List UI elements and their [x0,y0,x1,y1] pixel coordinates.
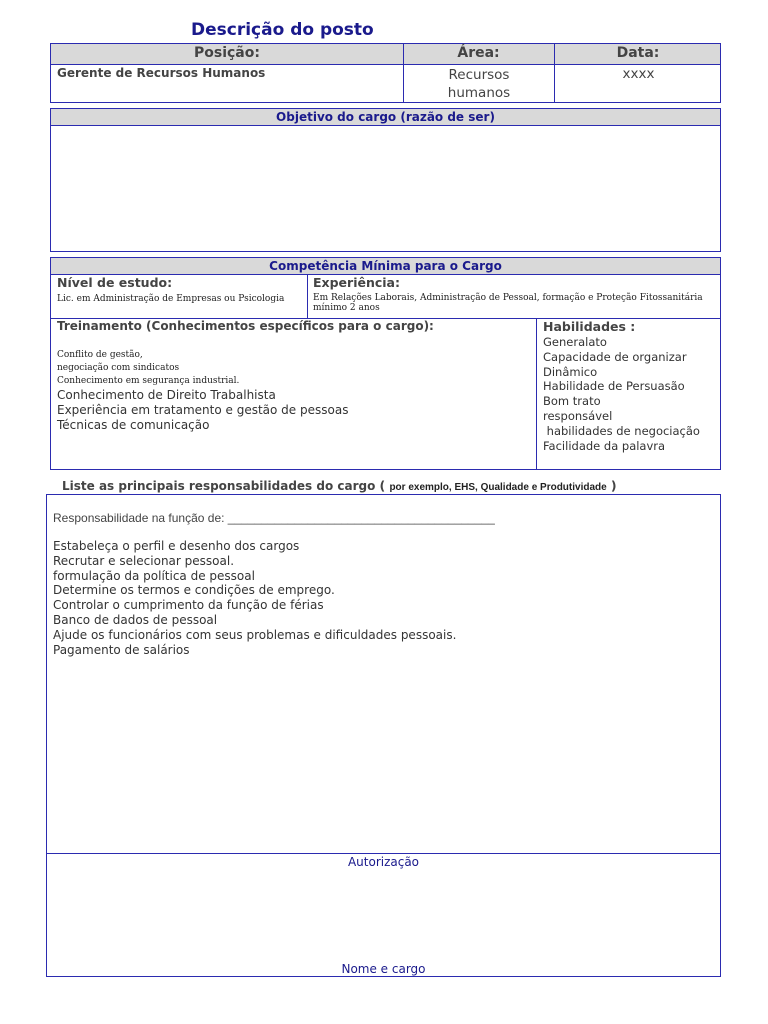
training-sans-list [57,388,348,432]
list-item: responsável [543,408,613,423]
list-item: Bom trato [543,394,601,409]
divider [536,318,537,469]
list-item: formulação da política de pessoal [53,568,255,583]
area-value [404,66,554,102]
list-item: Controlar o cumprimento da função de férias [53,598,324,613]
list-item: habilidades de negociação [543,423,700,438]
position-value: Gerente de Recursos Humanos [57,66,266,80]
divider [307,275,308,318]
position-header: Posição: [194,45,260,61]
list-item: Técnicas de comunicação [57,417,210,432]
training-label: Treinamento (Conhecimentos específicos para o cargo): [57,319,434,333]
list-item: Determine os termos e condições de emprego. [53,583,335,598]
list-item: Facilidade da palavra [543,438,666,453]
list-item: negociação com sindicatos [57,363,180,373]
date-value: xxxx [622,66,655,82]
close-paren: ) [610,478,617,493]
list-item: Ajude os funcionários com seus problemas e dificuldades pessoais. [53,627,457,642]
skills-label: Habilidades : [543,319,636,334]
training-serif-list [57,349,239,388]
study-value: Lic. em Administração de Empresas ou Psicologia [57,294,285,304]
experience-label: Experiência: [313,275,400,290]
experience-line: mínimo 2 anos [313,303,380,313]
responsibilities-list [53,539,456,657]
list-item: Habilidade de Persuasão [543,379,685,394]
skills-list [543,335,700,453]
list-item: Conhecimento de Direito Trabalhista [57,388,276,402]
area-value-line: humanos [447,85,511,101]
responsibilities-heading-main: Liste as principais responsabilidades do cargo [62,479,376,493]
study-label: Nível de estudo: [57,275,173,290]
list-item: Conflito de gestão, [57,350,143,360]
name-and-role-label: Nome e cargo [341,962,426,976]
area-header: Área: [457,45,500,61]
list-item: Experiência em tratamento e gestão de pessoas [57,402,349,417]
list-item: Generalato [543,335,607,349]
list-item: Recrutar e selecionar pessoal. [53,553,235,568]
experience-line: Em Relações Laborais, Administração de Pessoal, formação e Proteção Fitossanitária [313,293,703,303]
list-item: Estabeleça o perfil e desenho dos cargos [53,539,300,553]
signature-area[interactable] [47,873,720,958]
list-item: Capacidade de organizar [543,349,687,364]
responsibilities-heading [62,478,617,493]
competence-title: Competência Mínima para o Cargo [51,258,720,275]
list-item: Dinâmico [543,364,598,379]
responsibilities-section [46,494,721,977]
objective-title: Objetivo do cargo (razão de ser) [51,109,720,126]
page-title: Descrição do posto [191,20,374,40]
objective-section [50,108,721,252]
header-table [50,43,721,103]
area-value-line: Recursos [448,67,510,83]
list-item: Conhecimento em segurança industrial. [57,376,240,386]
list-item: Pagamento de salários [53,642,190,657]
list-item: Banco de dados de pessoal [53,612,218,627]
authorization-title: Autorização [347,855,420,869]
competence-section [50,257,721,470]
function-label: Responsabilidade na função de: ________________________________________ [53,511,495,525]
experience-value [313,293,703,313]
divider [47,853,720,854]
date-header: Data: [616,45,660,61]
open-paren: ( [379,478,386,493]
objective-text-area[interactable] [51,126,720,251]
responsibilities-examples: por exemplo, EHS, Qualidade e Produtividade [389,482,607,493]
